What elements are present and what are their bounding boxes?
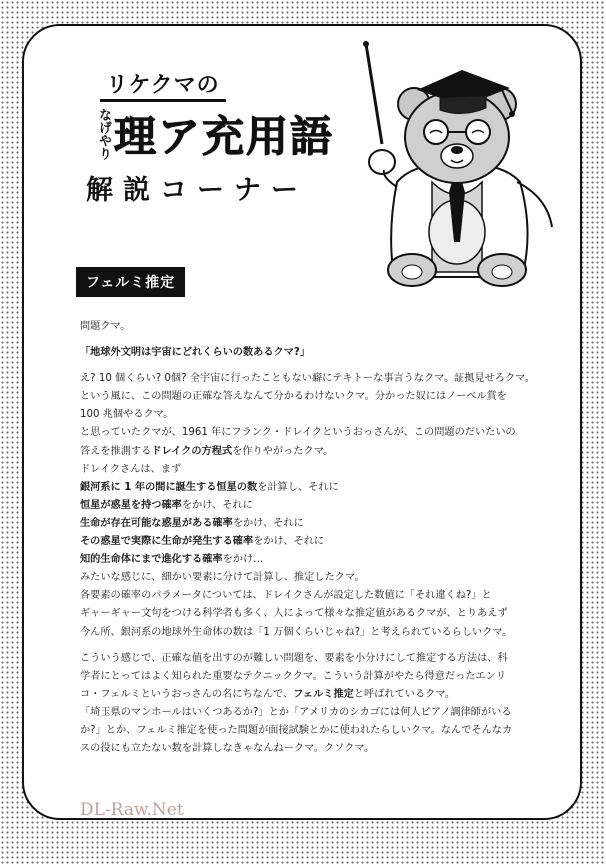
article-line: スの役にも立たない数を計算しなきゃなんねークマ。クソクマ。 [80,743,375,755]
title-prefix: なげやり [96,108,111,160]
page-subtitle: 解説コーナー [86,175,308,206]
series-name: リケクマの [100,68,226,102]
article-body [80,318,550,758]
article-line: か?」とか、フェルミ推定を使った問題が面接試験とかに使われたらしいクマ。なんでそんなカ [80,724,513,736]
paragraph-gap [80,362,550,370]
article-line [80,443,550,461]
article-line [80,533,550,551]
article-line: 問題クマ。 [80,321,131,332]
article-line: みたいな感じに、細かい要素に分けて計算し、推定したクマ。 [80,572,365,584]
emphasis-text: 生命が存在可能な惑星がある確率 [80,517,233,529]
article-line: 100 兆個やるクマ。 [80,409,174,421]
paragraph-gap [80,642,550,650]
article-text: 答えを推測する [80,445,152,457]
paragraph-gap [80,336,550,344]
article-text: をかけ、それに [232,517,304,529]
emphasis-text: フェルミ推定 [293,688,354,700]
article-line: 「地球外文明は宇宙にどれくらいの数あるクマ?」 [80,347,311,359]
topic-label: フェルミ推定 [76,267,185,297]
article-line [80,686,550,704]
article-line [80,497,550,515]
article-line: 「埼玉県のマンホールはいくつあるか?」とか「アメリカのシカゴには何人ピアノ調律師がいる [80,706,512,718]
emphasis-text: その惑星で実際に生命が発生する確率 [80,536,254,548]
article-line: ギャーギャー文句をつける科学者も多く、人によって様々な推定値があるクマが、とりあえず [80,608,508,620]
article-line: え? 10 個くらい? 0個? 全宇宙に行ったこともない癖にテキトーな事言うなクマ。証拠見せろクマ。 [80,373,535,385]
article-text: をかけ… [222,554,264,566]
professor-bear-illustration [352,32,562,292]
article-text: をかけ、それに [253,536,325,548]
page-title: 理ア充用語 [114,112,335,161]
corner-title [80,68,360,218]
article-line: という風に、この問題の正確な答えなんて分かるわけないクマ。分かった奴にはノーベル賞を [80,391,507,403]
article-text: を計算し、それに [257,481,339,493]
emphasis-text: 知的生命体にまで進化する確率 [80,554,223,566]
article-line: こういう感じで、正確な値を出すのが難しい問題を、要素を小分けにして推定する方法は、科 [80,652,508,664]
article-line [80,515,550,533]
article-text: と呼ばれているクマ。 [353,688,456,700]
emphasis-text: 恒星が惑星を持つ確率 [80,499,182,511]
article-line: 各要素の確率のパラメータについては、ドレイクさんが設定した数値に「それ違くね?」と [80,590,492,602]
article-text: を作りやがったクマ。 [232,445,334,457]
article-line: 学者にとってはよく知られた重要なテクニッククマ。こういう計算がやたら得意だったエンリ [80,670,507,682]
article-line: ドレイクさんは、まず [80,463,182,475]
article-line [80,479,550,497]
emphasis-text: 銀河系に 1 年の間に誕生する恒星の数 [80,481,258,493]
article-text: コ・フェルミというおっさんの名にちなんで、 [80,688,294,700]
article-line: と思っていたクマが、1961 年にフランク・ドレイクというおっさんが、この問題のだいたいの [80,427,516,439]
article-line [80,551,550,569]
watermark: DL-Raw.Net [80,800,184,820]
article-line: 今ん所、銀河系の地球外生命体の数は「1 万個くらいじゃね?」と考えられているらしいクマ。 [80,626,513,638]
article-text: をかけ、それに [181,499,253,511]
emphasis-text: ドレイクの方程式 [151,445,233,457]
